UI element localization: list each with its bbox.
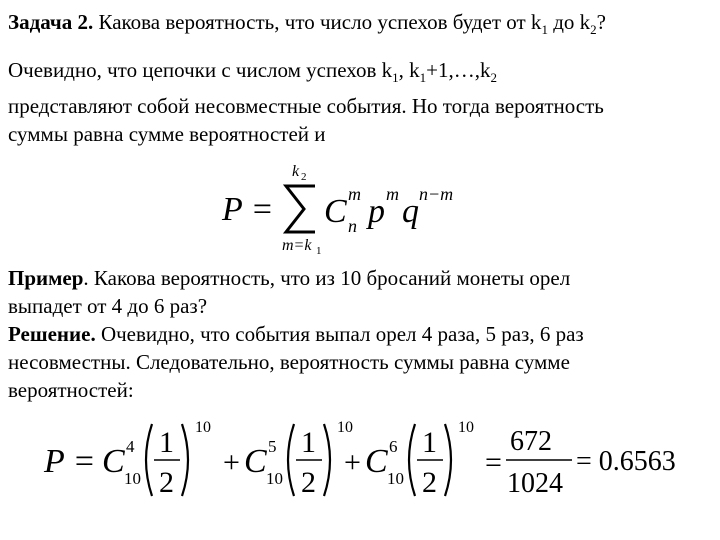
equals-sign: = <box>485 446 502 479</box>
term3-sub: 10 <box>387 469 404 488</box>
term3-den: 2 <box>422 466 437 499</box>
fraction-numerator: 672 <box>510 426 552 457</box>
explanation-sub-1: 1 <box>392 70 399 85</box>
formula1-q-sup: n−m <box>419 184 454 204</box>
solution-line-3: вероятностей: <box>8 378 134 402</box>
sigma-symbol <box>286 186 315 232</box>
term1-pow: 10 <box>195 419 211 436</box>
task-statement <box>8 8 708 44</box>
task-sub-2: 2 <box>590 22 597 37</box>
solution-text: Очевидно, что события выпал орел 4 раза, 5 раз, 6 раз <box>95 322 584 346</box>
formula1-sum-upper-sub: 2 <box>301 171 307 183</box>
formula1-C-sup: m <box>348 184 361 204</box>
formula2-term-1 <box>102 419 211 499</box>
solution-line-2: несовместны. Следовательно, вероятность суммы равна сумме <box>8 350 570 374</box>
term3-num: 1 <box>422 426 437 459</box>
term3-sup: 6 <box>389 437 398 456</box>
formula2-term-3 <box>365 419 474 499</box>
explanation-text-c: +1,…,k <box>426 58 491 82</box>
formula1-C-sub: n <box>348 216 357 236</box>
term2-sub: 10 <box>266 469 283 488</box>
formula2-lhs: P = <box>44 443 96 480</box>
term1-sub: 10 <box>124 469 141 488</box>
formula1-C: C <box>324 193 347 230</box>
term2-left-paren <box>288 424 294 496</box>
explanation-line-3: суммы равна сумме вероятностей и <box>8 122 326 146</box>
example-text: . Какова вероятность, что из 10 бросаний монеты орел <box>83 266 571 290</box>
formula1-lhs: P = <box>222 191 274 228</box>
result-value: = 0.6563 <box>576 446 676 477</box>
plus-sign-2: + <box>344 446 361 479</box>
explanation-sub-3: 2 <box>490 70 497 85</box>
formula1-sum-upper: k <box>292 163 300 180</box>
term1-num: 1 <box>159 426 174 459</box>
solution-label: Решение. <box>8 322 96 346</box>
example-paragraph <box>8 264 708 320</box>
term1-left-paren <box>146 424 152 496</box>
explanation-paragraph <box>8 56 708 148</box>
term1-C: C <box>102 443 125 480</box>
probability-sum-formula <box>220 158 480 258</box>
term2-right-paren <box>324 424 330 496</box>
task-label: Задача 2. <box>8 10 94 34</box>
task-text-mid: до k <box>547 10 591 34</box>
explanation-text-a: Очевидно, что цепочки с числом успехов k <box>8 58 393 82</box>
term3-pow: 10 <box>458 419 474 436</box>
term2-den: 2 <box>301 466 316 499</box>
formula1-p-sup: m <box>386 184 399 204</box>
formula2-term-2 <box>244 419 353 499</box>
term2-pow: 10 <box>337 419 353 436</box>
explanation-text-b: , k <box>398 58 420 82</box>
term3-C: C <box>365 443 388 480</box>
example-line-2: выпадет от 4 до 6 раз? <box>8 294 208 318</box>
explanation-sub-2: 1 <box>419 70 427 85</box>
formula1-sum-lower-sub: 1 <box>316 245 322 257</box>
task-sub-1: 1 <box>541 22 548 37</box>
fraction-denominator: 1024 <box>507 468 563 499</box>
plus-sign-1: + <box>223 446 240 479</box>
task-text-after: ? <box>596 10 606 34</box>
solution-line-1 <box>8 320 708 348</box>
computation-formula <box>40 412 700 512</box>
example-label: Пример <box>8 266 84 290</box>
term3-left-paren <box>409 424 415 496</box>
formula1-sum-lower: m=k <box>282 237 312 254</box>
term1-right-paren <box>182 424 188 496</box>
explanation-line-2: представляют собой несовместные события. Но тогда вероятность <box>8 94 604 118</box>
term3-right-paren <box>445 424 451 496</box>
explanation-line-1 <box>8 56 708 92</box>
term1-den: 2 <box>159 466 174 499</box>
task-text-before: Какова вероятность, что число успехов будет от k <box>93 10 542 34</box>
solution-paragraph <box>8 320 708 404</box>
term2-C: C <box>244 443 267 480</box>
formula1-p: p <box>368 193 385 230</box>
formula1-q: q <box>402 193 419 230</box>
term1-sup: 4 <box>126 437 135 456</box>
example-line-1 <box>8 264 708 292</box>
term2-sup: 5 <box>268 437 277 456</box>
term2-num: 1 <box>301 426 316 459</box>
